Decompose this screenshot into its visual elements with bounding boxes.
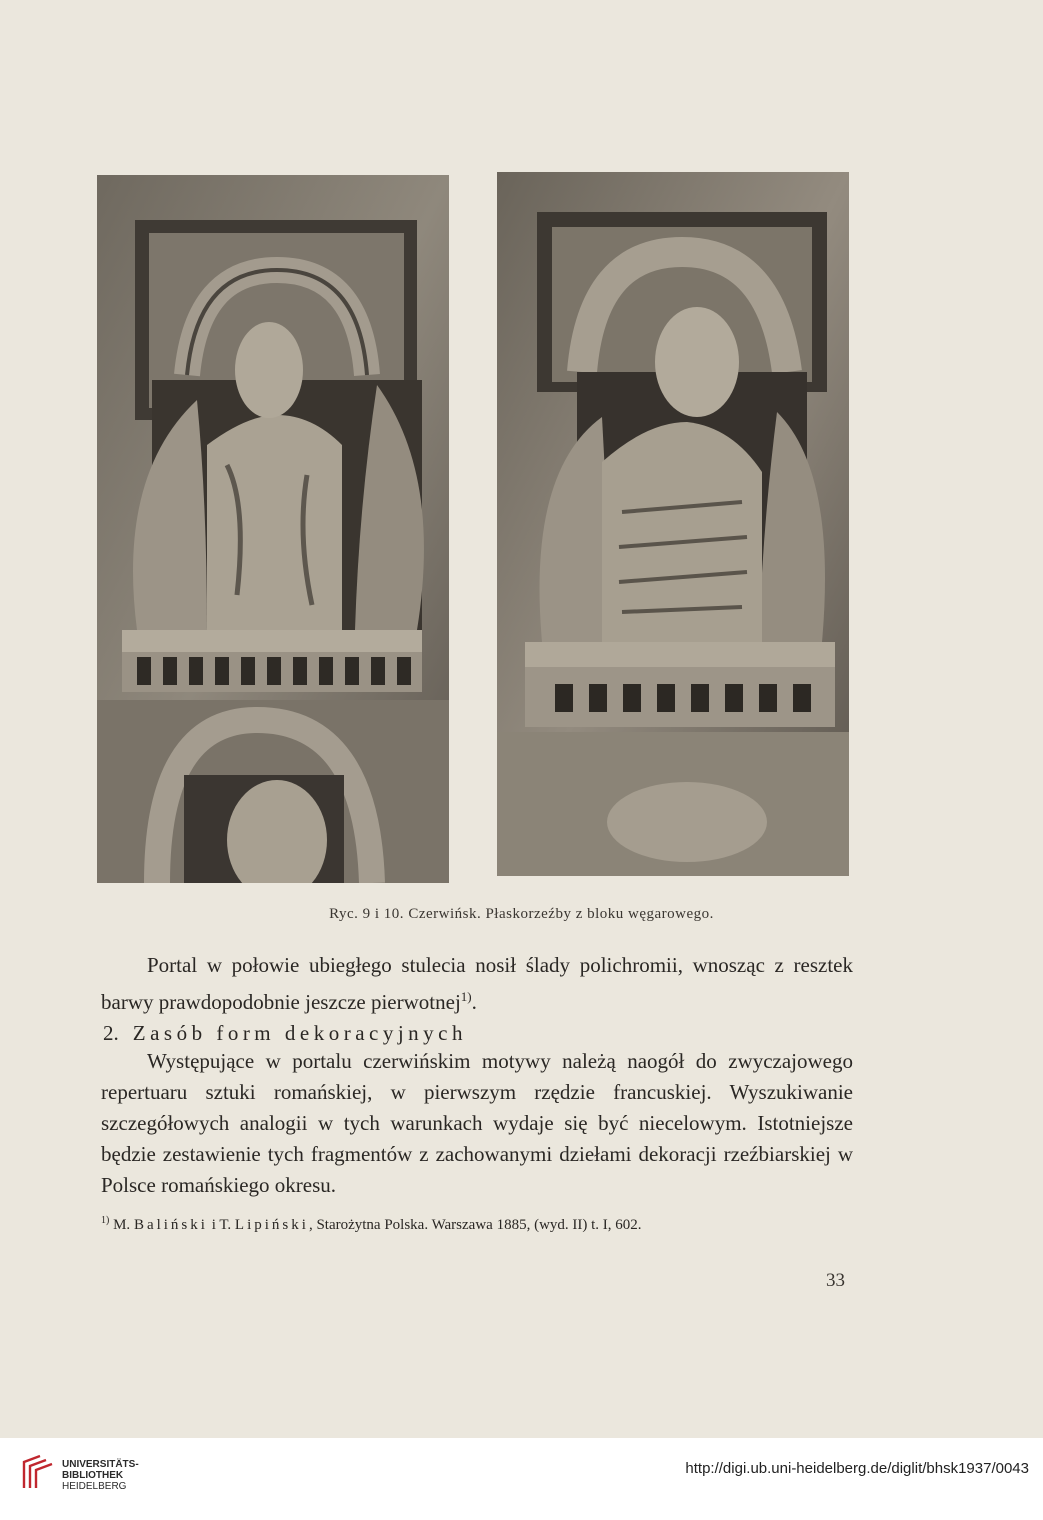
section-heading (103, 1021, 467, 1046)
footnote-author2: Lipiński (234, 1217, 309, 1233)
photo-relief-left (97, 175, 449, 883)
paragraph-polychrome (101, 950, 853, 1018)
photo-relief-right (497, 172, 849, 876)
logo-line1: UNIVERSITÄTS- (62, 1459, 139, 1470)
footnote-rest: , Starożytna Polska. Warszawa 1885, (wyd. II) t. I, 602. (308, 1217, 642, 1233)
paragraph1-end: . (471, 990, 477, 1014)
footnote-conj: i (211, 1217, 216, 1233)
paragraph2-text: Występujące w portalu czerwińskim motywy należą naogół do zwyczajowego repertuaru sztuki romańskiej, w pierwszym rzędzie francuskiej. Wyszukiwanie szczegółowych analogii w tych warunkach wydaje się być niecelowym. Istotniejsze będzie zestawienie tych fragmentów z zachowanymi dziełami dekoracji rzeźbiarskiej w Polsce romańskiego okresu. (101, 1049, 853, 1197)
paragraph-decorative-forms (101, 1046, 853, 1201)
library-logo-icon (18, 1452, 56, 1492)
logo-line3: HEIDELBERG (62, 1481, 127, 1492)
logo-line2: BIBLIOTHEK (62, 1470, 124, 1481)
footnote-marker: 1) (101, 1215, 110, 1226)
footnote-author1: Baliński (133, 1217, 208, 1233)
footnote-author1-initial: M. (113, 1217, 131, 1233)
caption-text: Czerwińsk. Płaskorzeźby z bloku węgarowego. (404, 906, 714, 922)
paragraph1-text: Portal w połowie ubiegłego stulecia nosił ślady polichromii, wnosząc z resztek barwy prawdopodobnie jeszcze pierwotnej (101, 953, 853, 1014)
caption-lead: Ryc. 9 i 10. (329, 906, 405, 922)
library-logo-text (62, 1459, 139, 1492)
footnote-ref: 1) (460, 989, 472, 1004)
section-number: 2. (103, 1021, 119, 1045)
source-url-link[interactable]: http://digi.ub.uni-heidelberg.de/diglit/bhsk1937/0043 (685, 1460, 1029, 1477)
figure-caption (0, 906, 1043, 923)
section-title: Zasób form dekoracyjnych (132, 1021, 468, 1045)
page-number: 33 (826, 1270, 845, 1291)
footnote-author2-initial: T. (219, 1217, 232, 1233)
footnote (101, 1215, 853, 1234)
footer-bar (0, 1438, 1043, 1520)
